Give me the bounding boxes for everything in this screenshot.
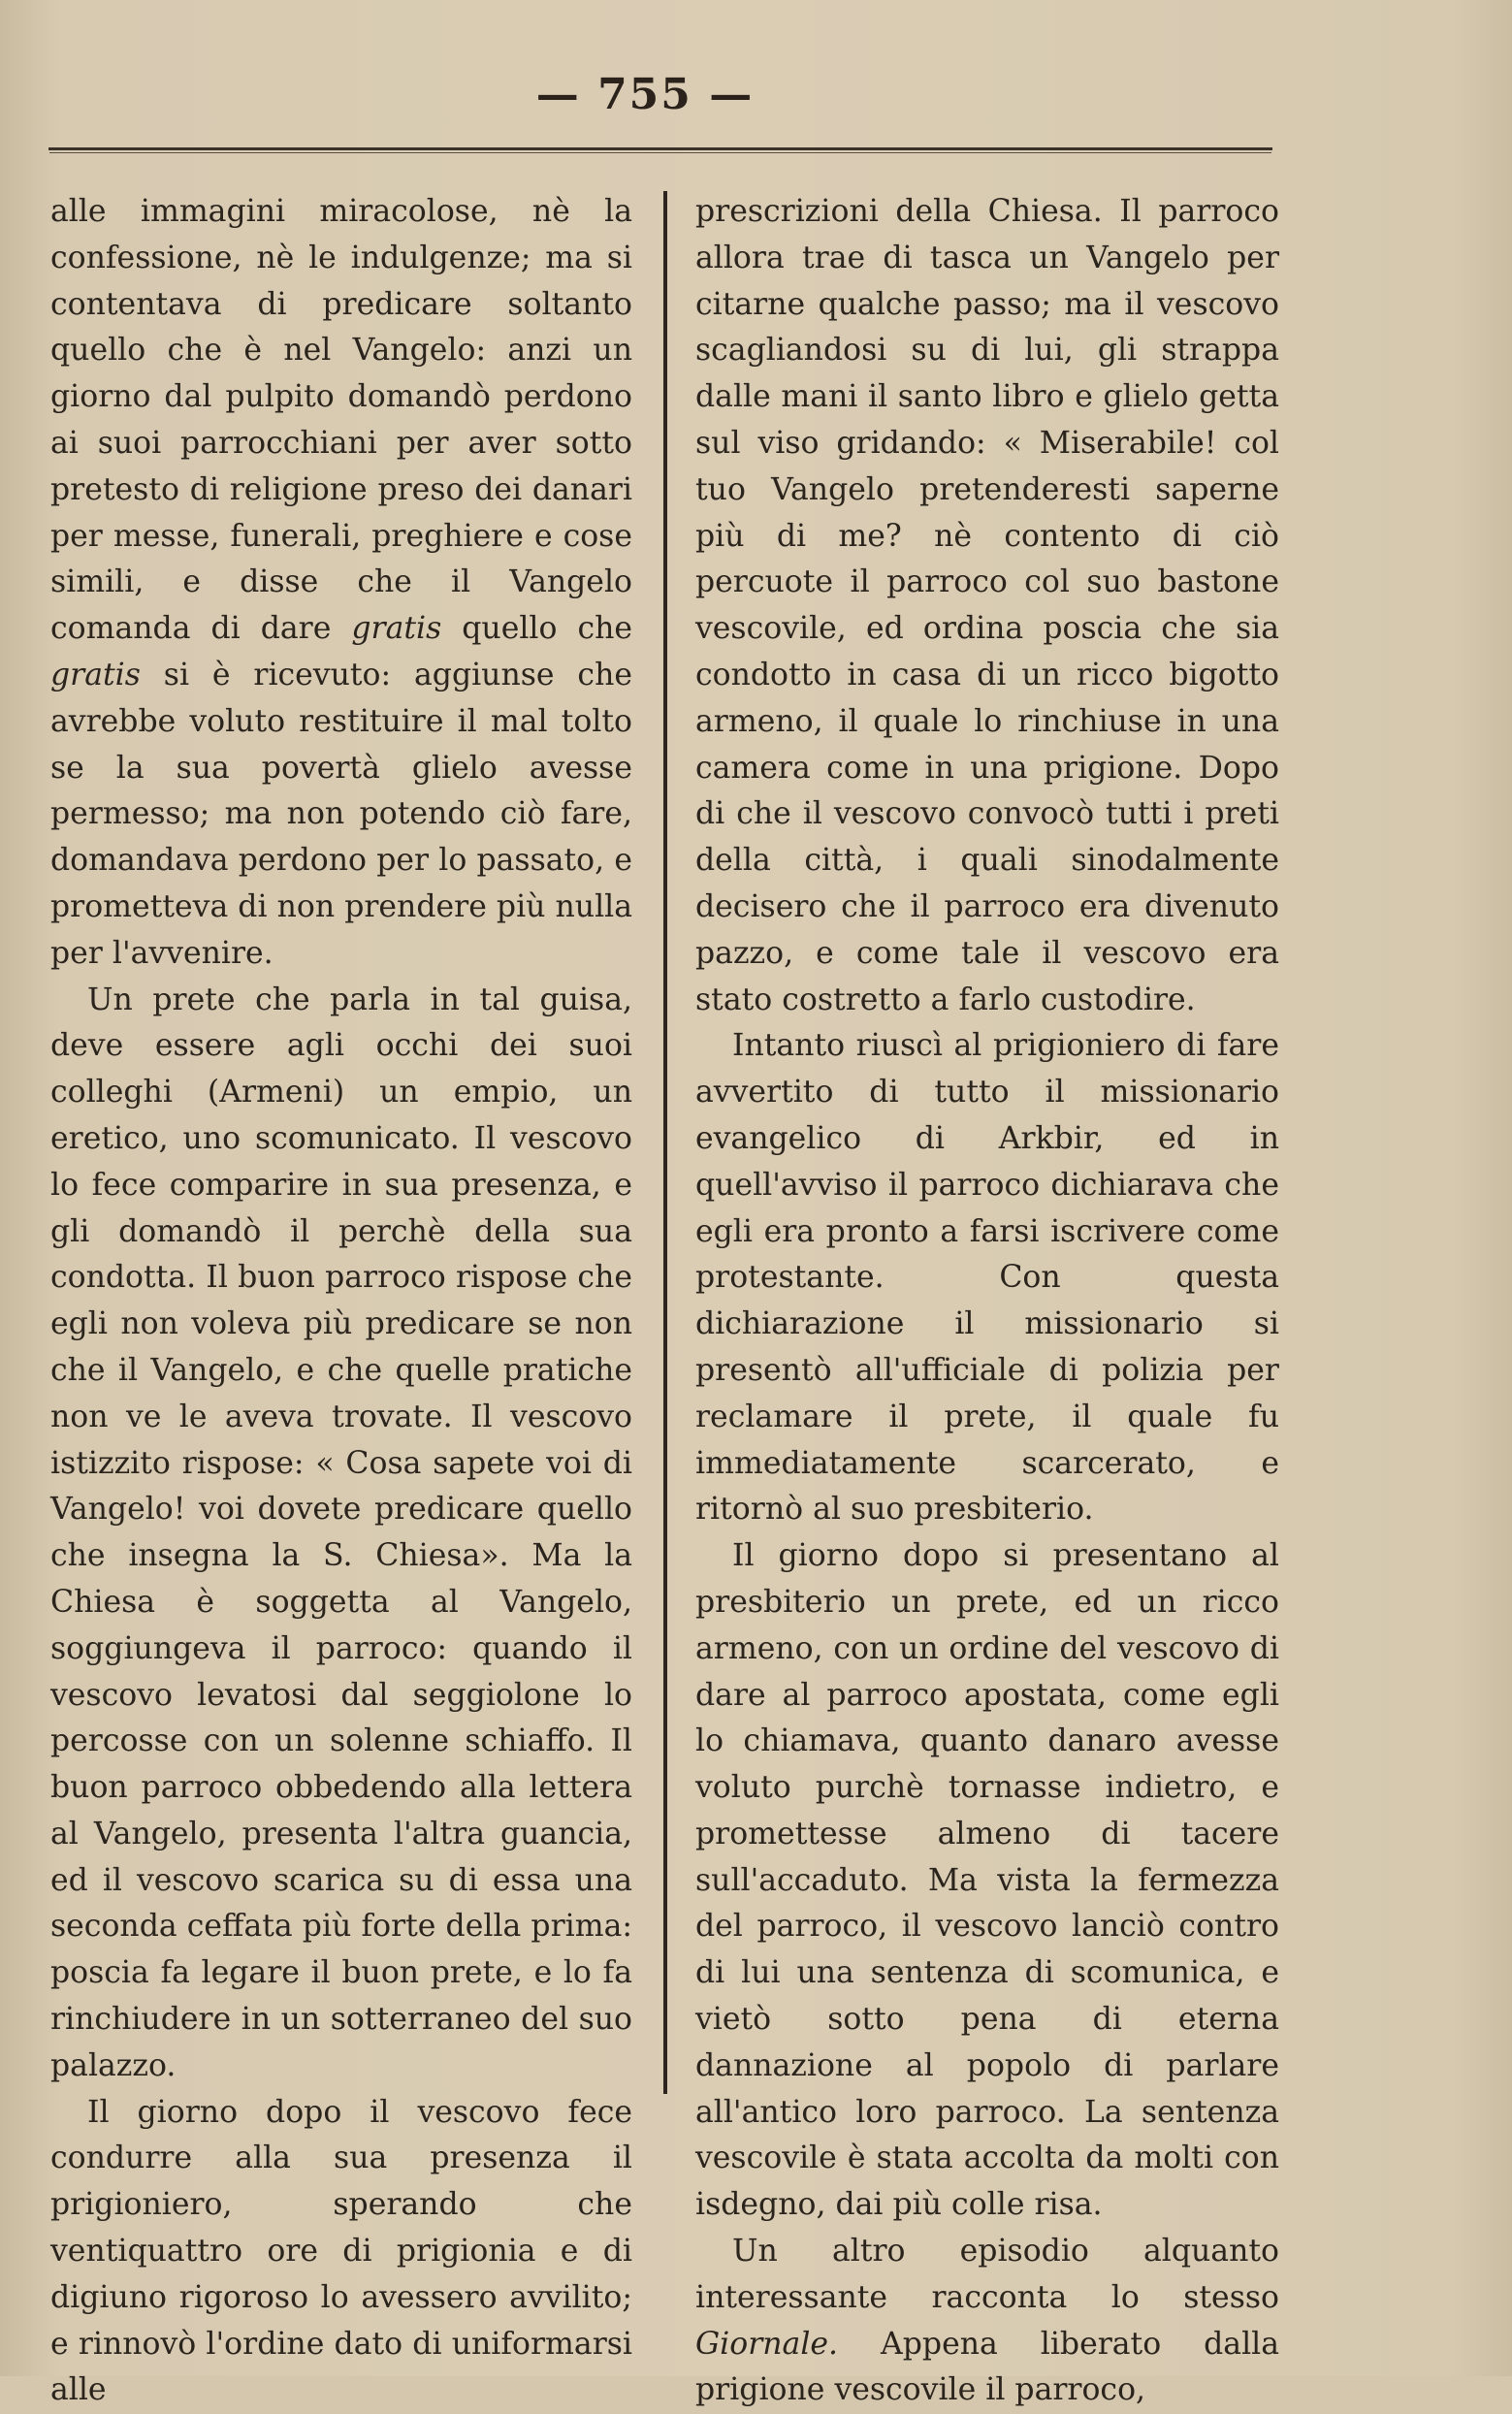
right-p4-italic-giornale: Giornale.: [695, 2326, 839, 2362]
left-paragraph-1: [50, 189, 632, 978]
right-paragraph-1: prescrizioni della Chiesa. Il parroco allora trae di tasca un Vangelo per citarne qualche passo; ma il vescovo scagliandosi su di lui, gli strappa dalle mani il santo libro e glielo getta sul viso gridando: « Miserabile! col tuo Vangelo pretenderesti saperne più di me? nè contento di ciò percuote il parroco col suo bastone vescovile, ed ordina poscia che sia condotto in casa di un ricco bigotto armeno, il quale lo rinchiuse in una camera come in una prigione. Dopo di che il vescovo convocò tutti i preti della città, i quali sinodalmente decisero che il parroco era divenuto pazzo, e come tale il vescovo era stato costretto a farlo custodire.: [695, 194, 1279, 1017]
right-paragraph-2: Intanto riuscì al prigioniero di fare avvertito di tutto il missionario evangelico di Arkbir, ed in quell'avviso il parroco dichiarava che egli era pronto a farsi iscrivere come protestante. Con questa dichiarazione il missionario si presentò all'ufficiale di polizia per reclamare il prete, il quale fu immediatamente scarcerato, e ritornò al suo presbiterio.: [695, 1028, 1279, 1528]
left-p1-end: si è ricevuto: aggiunse che avrebbe voluto restituire il mal tolto se la sua povertà glielo avesse permesso; ma non potendo ciò fare, domandava perdono per lo passato, e prometteva di non prendere più nulla per l'avvenire.: [50, 657, 632, 971]
left-p1-italic-gratis-1: gratis: [351, 611, 442, 647]
right-column: [695, 189, 1279, 2414]
page-number: — 755 —: [535, 70, 755, 119]
right-paragraph-4: [695, 2229, 1279, 2414]
right-paragraph-3: Il giorno dopo si presentano al presbiterio un prete, ed un ricco armeno, con un ordine del vescovo di dare al parroco apostata, come egli lo chiamava, quanto danaro avesse voluto purchè tornasse indietro, e promettesse almeno di tacere sull'accaduto. Ma vista la fermezza del parroco, il vescovo lanciò contro di lui una sentenza di scomunica, e vietò sotto pena di eterna dannazione al popolo di parlare all'antico loro parroco. La sentenza vescovile è stata accolta da molti con isdegno, dai più colle risa.: [695, 1538, 1279, 2223]
column-divider: [663, 191, 667, 2094]
right-p4-end: Appena liberato dalla prigione vescovile il parroco,: [695, 2326, 1279, 2408]
left-p1-italic-gratis-2: gratis: [50, 657, 141, 692]
left-p1-mid: quello che: [462, 611, 633, 647]
left-p1-text: alle immagini miracolose, nè la confessione, nè le indulgenze; ma si contentava di predicare soltanto quello che è nel Vangelo: anzi un giorno dal pulpito domandò perdono ai suoi parrocchiani per aver sotto pretesto di religione preso dei danari per messe, funerali, preghiere e cose simili, e disse che il Vangelo comanda di dare: [50, 194, 632, 647]
right-p4-text: Un altro episodio alquanto interessante racconta lo stesso: [695, 2234, 1279, 2315]
header-rule: [48, 147, 1272, 150]
left-paragraph-3: Il giorno dopo il vescovo fece condurre alla sua presenza il prigioniero, sperando che ventiquattro ore di prigionia e di digiuno rigoroso lo avessero avvilito; e rinnovò l'ordine dato di uniformarsi alle: [50, 2094, 632, 2408]
left-column: [50, 189, 632, 2414]
left-paragraph-2: Un prete che parla in tal guisa, deve essere agli occhi dei suoi colleghi (Armeni) un empio, un eretico, uno scomunicato. Il vescovo lo fece comparire in sua presenza, e gli domandò il perchè della sua condotta. Il buon parroco rispose che egli non voleva più predicare se non che il Vangelo, e che quelle pratiche non ve le aveva trovate. Il vescovo istizzito rispose: « Cosa sapete voi di Vangelo! voi dovete predicare quello che insegna la S. Chiesa». Ma la Chiesa è soggetta al Vangelo, soggiungeva il parroco: quando il vescovo levatosi dal seggiolone lo percosse con un solenne schiaffo. Il buon parroco obbedendo alla lettera al Vangelo, presenta l'altra guancia, ed il vescovo scarica su di essa una seconda ceffata più forte della prima: poscia fa legare il buon prete, e lo fa rinchiudere in un sotterraneo del suo palazzo.: [50, 982, 632, 2083]
